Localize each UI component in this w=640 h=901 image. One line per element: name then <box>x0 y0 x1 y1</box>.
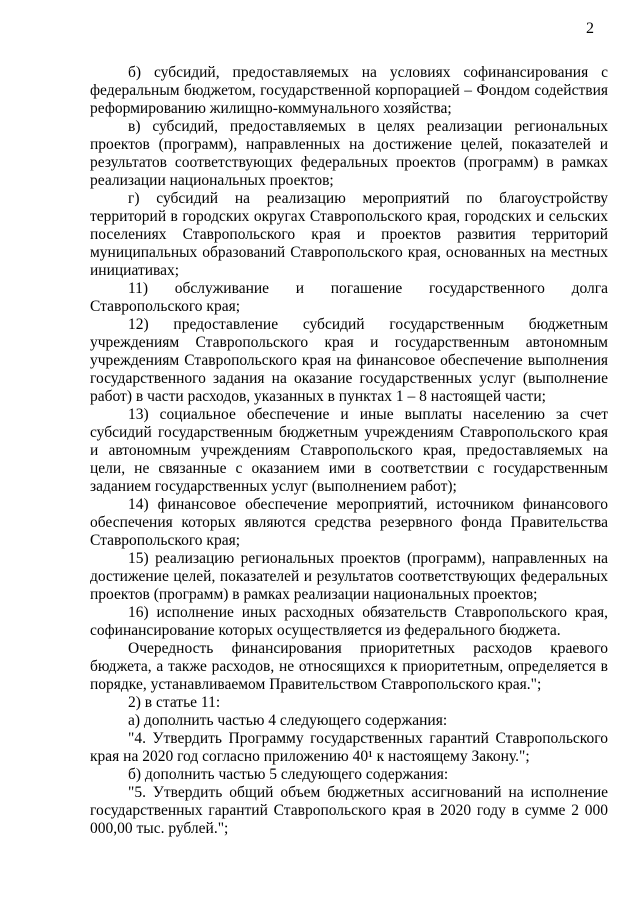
paragraph-14-reserve-fund: 14) финансовое обеспечение мероприятий, источником финансового обеспечения которых являются средства резервного фонда Правительства Ставропольского края; <box>90 496 608 549</box>
paragraph-v-subsidies-regional-projects: в) субсидий, предоставляемых в целях реализации региональных проектов (программ), направленных на достижение целей, показателей и результатов соответствующих федеральных проектов (программ) в рамках реализации национальных проектов; <box>90 118 608 189</box>
paragraph-13-social-payments: 13) социальное обеспечение и иные выплаты населению за счет субсидий государственным бюджетным учреждениям Ставропольского края и автономным учреждениям Ставропольского края, предоставляемых на цели, не связанные с оказанием ими в соответствии с государственным заданием государственных услуг (выполнением работ); <box>90 406 608 495</box>
page-number: 2 <box>586 20 594 37</box>
paragraph-add-part-4: а) дополнить частью 4 следующего содержания: <box>128 712 448 729</box>
paragraph-16-federal-cofinancing: 16) исполнение иных расходных обязательств Ставропольского края, софинансирование которых осуществляется из федерального бюджета. <box>90 604 608 639</box>
paragraph-15-regional-projects: 15) реализацию региональных проектов (программ), направленных на достижение целей, показателей и результатов соответствующих федеральных проектов (программ) в рамках реализации национальных проектов; <box>90 550 608 603</box>
paragraph-add-part-5: б) дополнить частью 5 следующего содержания: <box>128 766 449 783</box>
paragraph-12-state-assignment-subsidies: 12) предоставление субсидий государственным бюджетным учреждениям Ставропольского края и государственным автономным учреждениям Ставропольского края на финансовое обеспечение выполнения государственного задания на оказание государственных услуг (выполнение работ) в части расходов, указанных в пунктах 1 – 8 настоящей части; <box>90 316 608 405</box>
paragraph-g-subsidies-improvement: г) субсидий на реализацию мероприятий по благоустройству территорий в городских округах Ставропольского края, городских и сельских поселениях Ставропольского края и проектов развития территорий муниципальных образований Ставропольского края, основанных на местных инициативах; <box>90 190 608 279</box>
paragraph-priority-order: Очередность финансирования приоритетных расходов краевого бюджета, а также расходов, не относящихся к приоритетным, определяется в порядке, устанавливаемом Правительством Ставропольского края."; <box>90 640 608 693</box>
document-body <box>90 64 608 838</box>
paragraph-part-4-text: "4. Утвердить Программу государственных гарантий Ставропольского края на 2020 год согласно приложению 40¹ к настоящему Закону."; <box>90 730 608 765</box>
paragraph-part-5-text: "5. Утвердить общий объем бюджетных ассигнований на исполнение государственных гарантий Ставропольского края в 2020 году в сумме 2 000 000,00 тыс. рублей."; <box>90 784 608 837</box>
paragraph-11-debt-service: 11) обслуживание и погашение государственного долга Ставропольского края; <box>90 280 608 315</box>
paragraph-b-subsidies-cofinancing: б) субсидий, предоставляемых на условиях софинансирования с федеральным бюджетом, государственной корпорацией – Фондом содействия реформированию жилищно-коммунального хозяйства; <box>90 64 608 117</box>
paragraph-article-11: 2) в статье 11: <box>128 694 221 711</box>
